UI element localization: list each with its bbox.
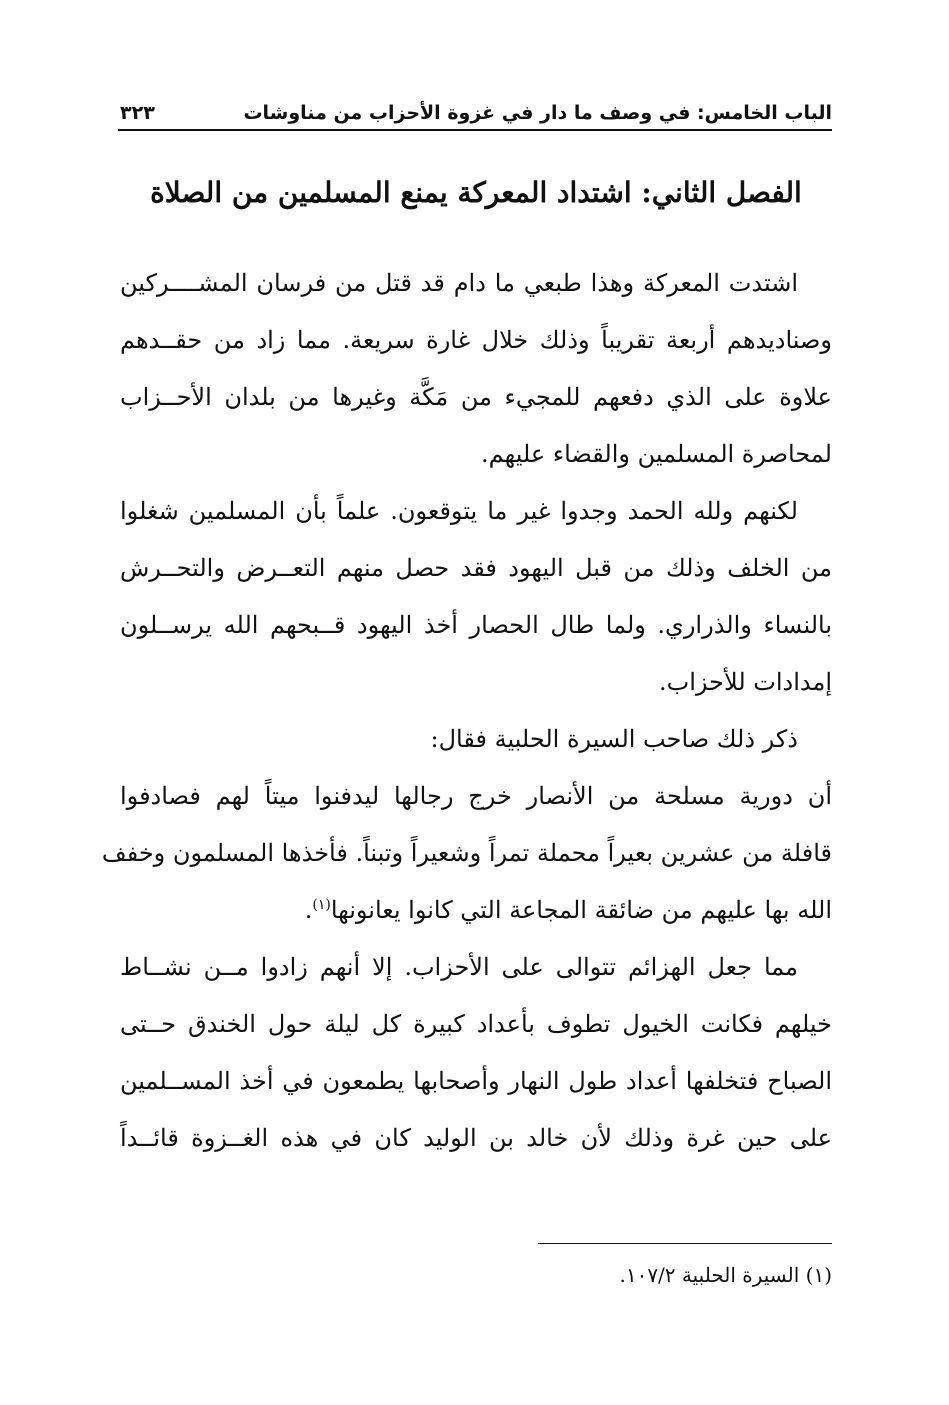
text-line: [120, 882, 832, 939]
text-line: إمدادات للأحزاب.: [659, 668, 832, 696]
header-rule: [118, 129, 832, 131]
footnote-rule: [538, 1243, 832, 1244]
text-line: أن دورية مسلحة من الأنصار خرج رجالها ليدفنوا ميتاً لهم فصادفوا: [120, 782, 832, 810]
text-line: قافلة من عشرين بعيراً محملة تمراً وشعيراً وتبناً. فأخذها المسلمون وخفف: [101, 839, 832, 867]
running-title: الباب الخامس: في وصف ما دار في غزوة الأحزاب من مناوشات: [243, 102, 832, 124]
chapter-title: الفصل الثاني: اشتداد المعركة يمنع المسلمين من الصلاة: [150, 176, 802, 209]
body-text: [101, 255, 833, 1167]
footnote: (١) السيرة الحلبية ١٠٧/٢.: [619, 1263, 832, 1287]
text-line: ذكر ذلك صاحب السيرة الحلبية فقال:: [430, 725, 798, 753]
text-line: لمحاصرة المسلمين والقضاء عليهم.: [481, 440, 832, 468]
paragraph-3: [120, 711, 832, 768]
text-line: خيلهم فكانت الخيول تطوف بأعداد كبيرة كل ليلة حول الخندق حــتى: [120, 1010, 832, 1038]
text-line: الصباح فتخلفها أعداد طول النهار وأصحابها يطمعون في أخذ المســلمين: [120, 1067, 833, 1095]
footnote-marker[interactable]: (١): [312, 897, 331, 913]
text-line: مما جعل الهزائم تتوالى على الأحزاب. إلا أنهم زادوا مــن نشــاط: [120, 953, 798, 981]
page-number: ٣٢٣: [120, 102, 155, 124]
text-line: علاوة على الذي دفعهم للمجيء من مَكَّة وغيرها من بلدان الأحــزاب: [120, 383, 832, 411]
paragraph-2: [120, 483, 832, 711]
text-line: لكنهم ولله الحمد وجدوا غير ما يتوقعون. علماً بأن المسلمين شغلوا: [120, 497, 798, 525]
line-text: الله بها عليهم من ضائقة المجاعة التي كانوا يعانونها: [330, 896, 832, 924]
text-line: وصناديدهم أربعة تقريباً وذلك خلال غارة سريعة. مما زاد من حقــدهم: [120, 326, 832, 354]
paragraph-4: [101, 768, 832, 939]
text-line: بالنساء والذراري. ولما طال الحصار أخذ اليهود قــبحهم الله يرســلون: [120, 611, 832, 639]
paragraph-5: [120, 939, 832, 1167]
text-line: اشتدت المعركة وهذا طبعي ما دام قد قتل من فرسان المشــــركين: [120, 269, 798, 297]
paragraph-1: [120, 255, 832, 483]
running-header: [120, 96, 832, 130]
text-line: من الخلف وذلك من قبل اليهود فقد حصل منهم التعــرض والتحــرش: [120, 554, 832, 582]
text-line: على حين غرة وذلك لأن خالد بن الوليد كان في هذه الغــزوة قائــداً: [120, 1124, 832, 1152]
line-end-punctuation: .: [304, 896, 313, 924]
